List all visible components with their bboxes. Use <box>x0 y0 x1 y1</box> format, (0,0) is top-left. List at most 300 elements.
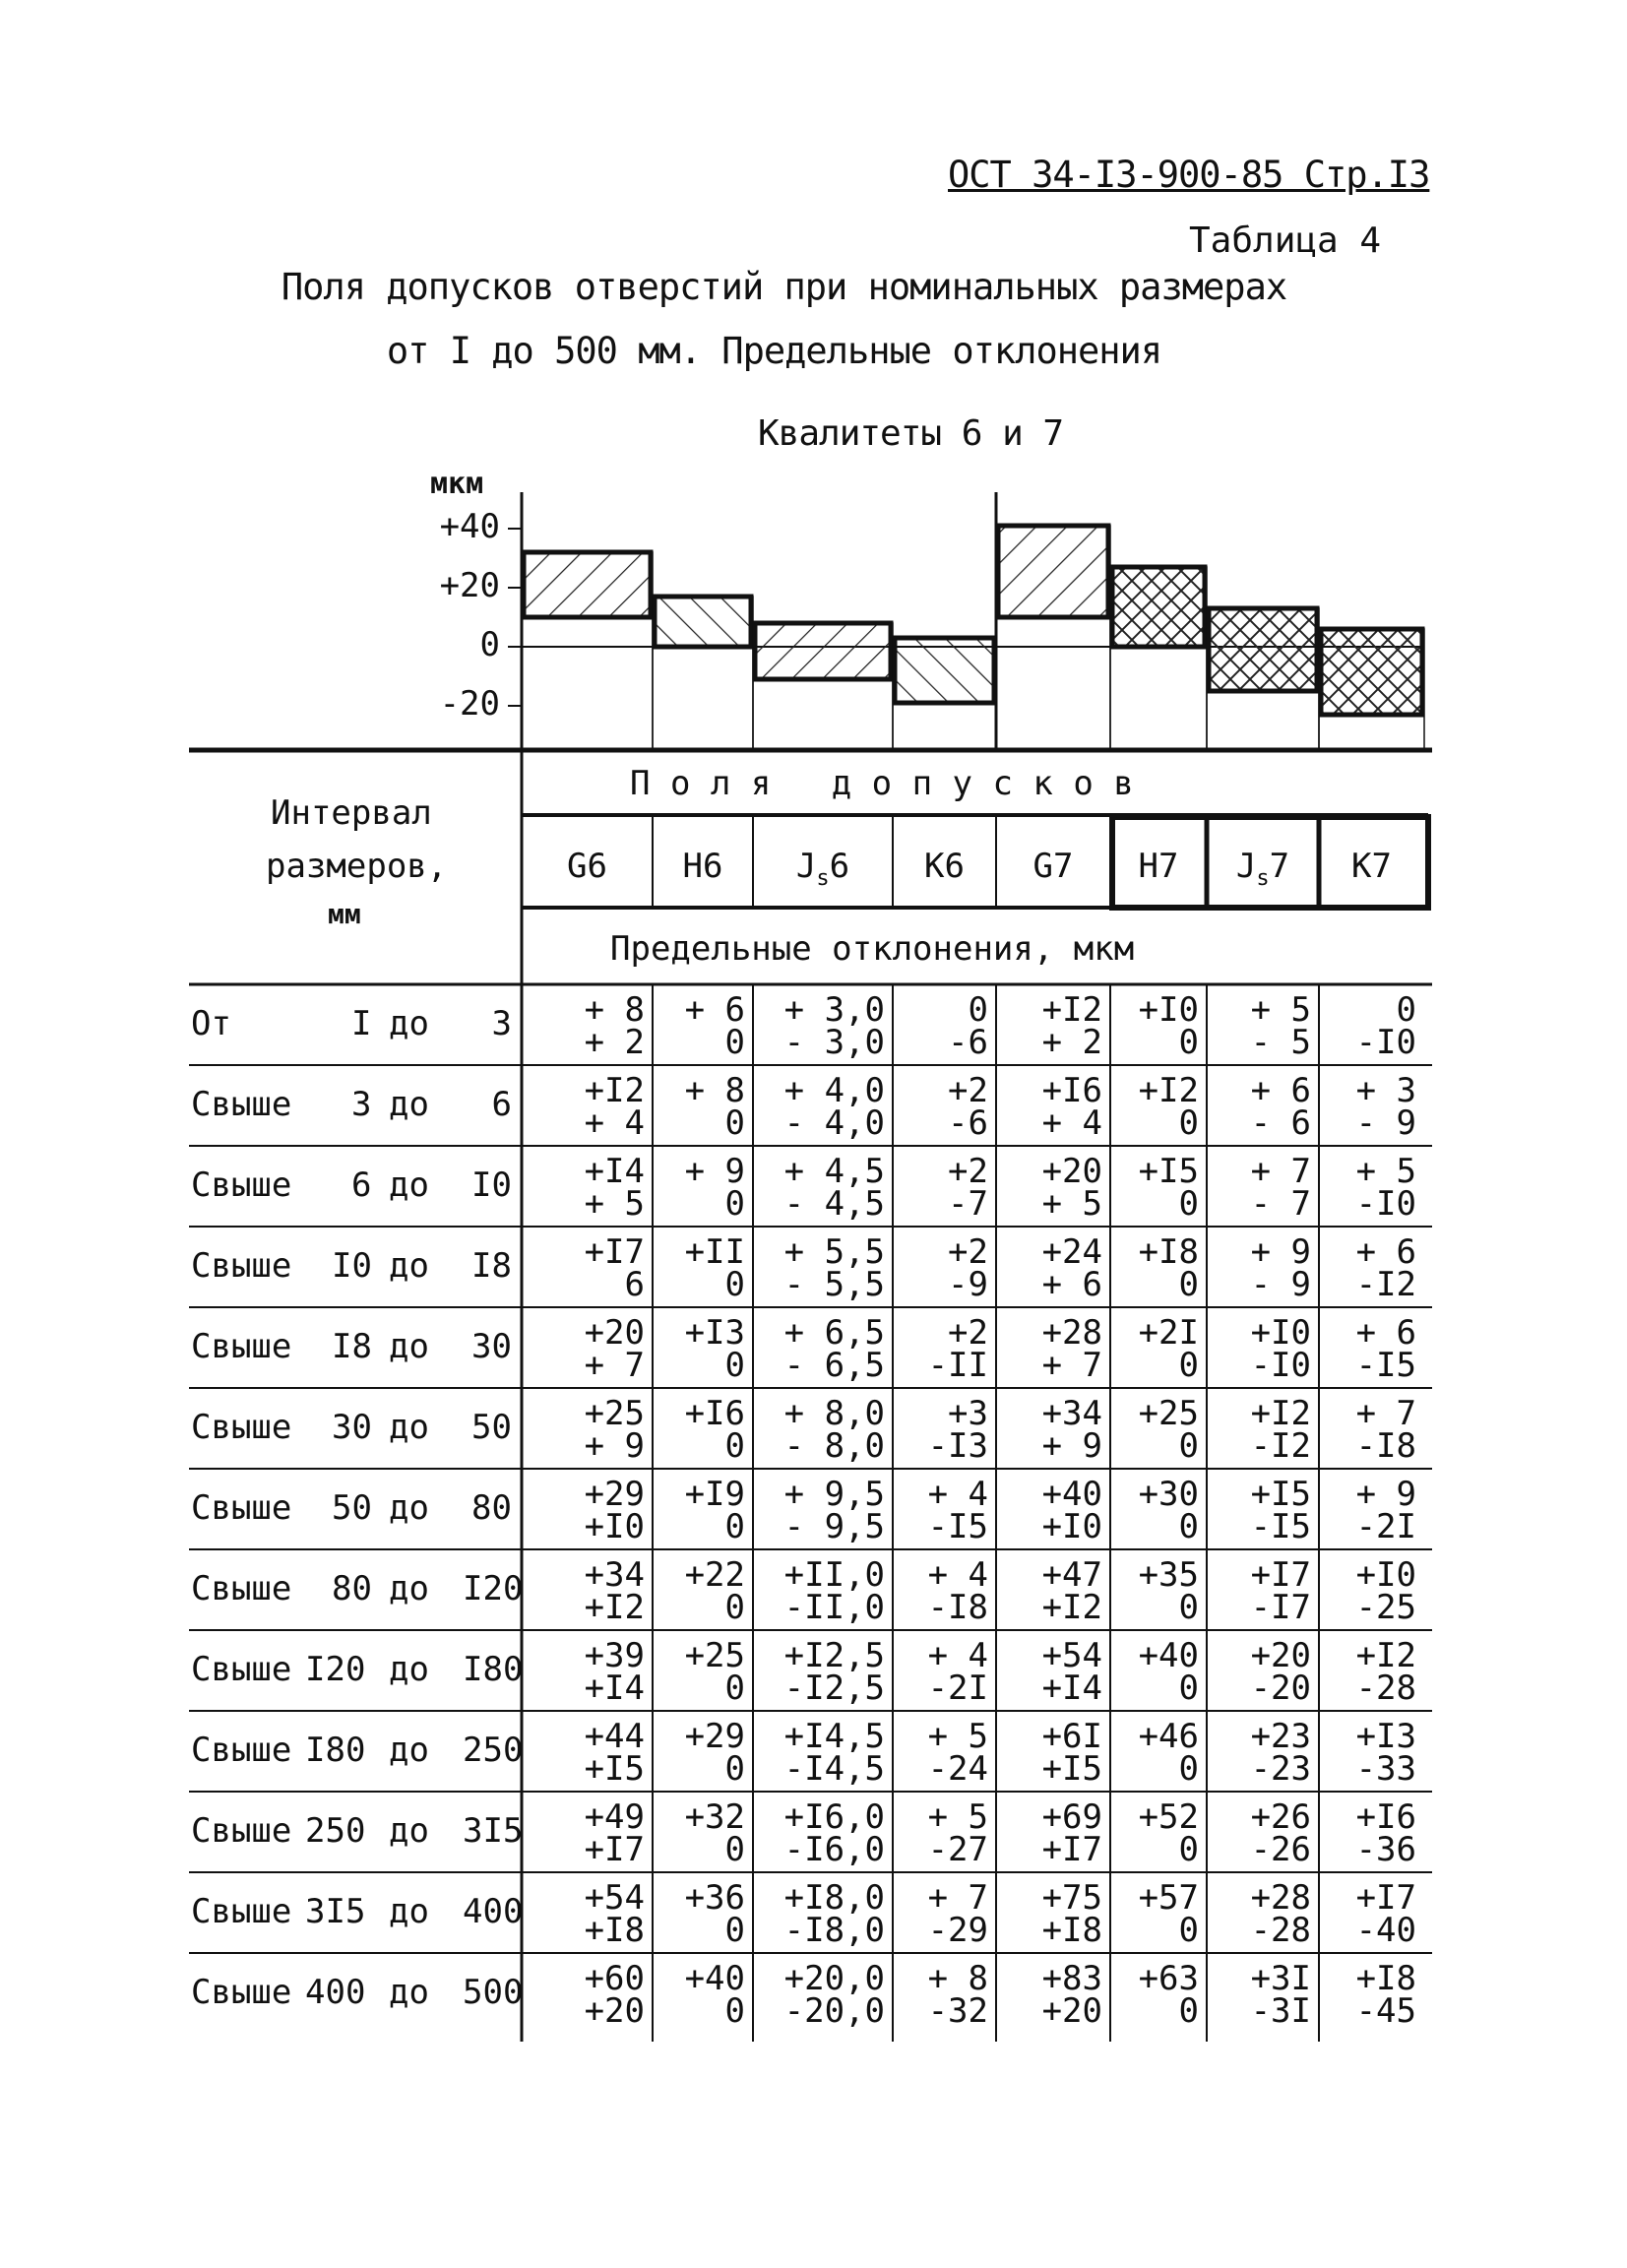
upper-deviation: + 6 <box>684 990 745 1030</box>
lower-deviation: + 4 <box>584 1103 645 1143</box>
interval-header-line: Интервал <box>271 793 432 833</box>
lower-deviation: -I0 <box>1250 1346 1311 1385</box>
lower-deviation: +20 <box>584 1991 645 2031</box>
deviation-pair <box>533 1797 645 1869</box>
row-from: 80 <box>332 1569 372 1608</box>
lower-deviation: + 6 <box>1041 1265 1102 1304</box>
deviation-pair <box>533 1717 645 1789</box>
lower-deviation: +I8 <box>1041 1911 1102 1950</box>
upper-deviation: + 9,5 <box>783 1475 885 1514</box>
row-to: 30 <box>471 1327 512 1366</box>
upper-deviation: + 7 <box>1250 1152 1311 1191</box>
deviation-pair <box>664 1555 745 1627</box>
upper-deviation: +46 <box>1138 1717 1199 1756</box>
deviation-pair <box>905 1313 988 1385</box>
deviation-pair <box>1122 1717 1199 1789</box>
deviation-pair <box>1122 1313 1199 1385</box>
deviation-pair <box>1331 1313 1416 1385</box>
lower-deviation: -I8,0 <box>783 1911 885 1950</box>
deviation-pair <box>765 1475 885 1546</box>
deviation-pair <box>1008 1717 1102 1789</box>
field-name-4: K6 <box>924 847 965 886</box>
deviation-pair <box>1219 1878 1311 1950</box>
scheme-unit-label: мкм <box>430 467 484 501</box>
upper-deviation: +I4,5 <box>783 1717 885 1756</box>
tolerance-zone-h6 <box>655 597 751 647</box>
upper-deviation: + 8 <box>684 1071 745 1110</box>
lower-deviation: - 4,0 <box>783 1103 885 1143</box>
lower-deviation: -I0 <box>1355 1184 1416 1224</box>
lower-deviation: + 7 <box>584 1346 645 1385</box>
deviation-pair <box>1331 1071 1416 1143</box>
deviation-pair <box>765 1313 885 1385</box>
deviation-pair <box>533 1152 645 1224</box>
deviation-pair <box>765 1717 885 1789</box>
deviation-pair <box>765 1232 885 1304</box>
row-prefix: Свыше <box>191 1408 292 1447</box>
row-from: I80 <box>305 1731 366 1770</box>
deviation-pair <box>533 1555 645 1627</box>
upper-deviation: +I2 <box>1355 1636 1416 1675</box>
deviation-pair <box>1331 1717 1416 1789</box>
deviation-pair <box>533 1959 645 2031</box>
deviation-pair <box>905 1636 988 1708</box>
upper-deviation: +20 <box>1041 1152 1102 1191</box>
upper-deviation: + 7 <box>1355 1394 1416 1433</box>
field-name-7: $J_s7$ <box>1235 847 1290 891</box>
deviation-pair <box>533 1232 645 1304</box>
deviation-pair <box>905 1394 988 1466</box>
field-name-5: G7 <box>1033 847 1074 886</box>
lower-deviation: +I2 <box>1041 1588 1102 1627</box>
deviation-pair <box>664 1959 745 2031</box>
upper-deviation: +29 <box>684 1717 745 1756</box>
deviation-pair <box>664 1071 745 1143</box>
upper-deviation: +24 <box>1041 1232 1102 1272</box>
deviation-pair <box>765 1394 885 1466</box>
lower-deviation: 0 <box>724 1911 745 1950</box>
lower-deviation: 0 <box>724 1265 745 1304</box>
deviation-pair <box>1122 1071 1199 1143</box>
field-name-6: H7 <box>1138 847 1179 886</box>
upper-deviation: +20 <box>1250 1636 1311 1675</box>
upper-deviation: + 4,5 <box>783 1152 885 1191</box>
upper-deviation: + 8,0 <box>783 1394 885 1433</box>
row-prefix: Свыше <box>191 1731 292 1770</box>
row-from: 3 <box>351 1085 372 1124</box>
deviation-pair <box>1331 990 1416 1062</box>
deviation-pair <box>1219 1717 1311 1789</box>
row-prefix: Свыше <box>191 1246 292 1286</box>
deviation-pair <box>1219 990 1311 1062</box>
row-preposition: до <box>389 1166 429 1205</box>
deviation-pair <box>1008 1555 1102 1627</box>
upper-deviation: + 6,5 <box>783 1313 885 1353</box>
lower-deviation: 0 <box>1178 1991 1199 2031</box>
tolerance-zone-k7 <box>1321 629 1422 715</box>
lower-deviation: -20 <box>1250 1669 1311 1708</box>
upper-deviation: +40 <box>684 1959 745 1998</box>
lower-deviation: 0 <box>724 1588 745 1627</box>
deviation-pair <box>1219 1071 1311 1143</box>
upper-deviation: +52 <box>1138 1797 1199 1837</box>
tolerance-zone-g6 <box>524 552 651 617</box>
deviation-pair <box>664 1313 745 1385</box>
tolerance-zone-k6 <box>895 638 994 703</box>
row-from: I20 <box>305 1650 366 1689</box>
lower-deviation: -6 <box>948 1023 988 1062</box>
deviation-pair <box>1122 990 1199 1062</box>
deviation-pair <box>664 1475 745 1546</box>
upper-deviation: 0 <box>1396 990 1416 1030</box>
lower-deviation: 0 <box>1178 1669 1199 1708</box>
lower-deviation: -26 <box>1250 1830 1311 1869</box>
deviation-pair <box>905 990 988 1062</box>
row-to: I20 <box>463 1569 524 1608</box>
upper-deviation: +II,0 <box>783 1555 885 1595</box>
deviation-pair <box>905 1555 988 1627</box>
lower-deviation: +20 <box>1041 1991 1102 2031</box>
lower-deviation: -I2 <box>1250 1426 1311 1466</box>
upper-deviation: + 7 <box>927 1878 988 1918</box>
upper-deviation: +40 <box>1138 1636 1199 1675</box>
lower-deviation: - 5 <box>1250 1023 1311 1062</box>
deviation-pair <box>533 1636 645 1708</box>
deviation-pair <box>765 1636 885 1708</box>
field-name-2: H6 <box>682 847 723 886</box>
upper-deviation: +I2 <box>1138 1071 1199 1110</box>
upper-deviation: +54 <box>584 1878 645 1918</box>
lower-deviation: -28 <box>1250 1911 1311 1950</box>
upper-deviation: +I6 <box>1041 1071 1102 1110</box>
row-to: 250 <box>463 1731 524 1770</box>
row-prefix: Свыше <box>191 1166 292 1205</box>
y-tick-label: 0 <box>479 625 500 664</box>
deviation-pair <box>1122 1636 1199 1708</box>
upper-deviation: +I7 <box>584 1232 645 1272</box>
upper-deviation: +I6 <box>1355 1797 1416 1837</box>
table-title-line-1: Поля допусков отверстий при номинальных размерах <box>281 266 1287 308</box>
row-preposition: до <box>389 1004 429 1043</box>
deviation-pair <box>765 1959 885 2031</box>
upper-deviation: +25 <box>1138 1394 1199 1433</box>
deviation-pair <box>1331 1636 1416 1708</box>
upper-deviation: +40 <box>1041 1475 1102 1514</box>
upper-deviation: +2 <box>948 1152 988 1191</box>
lower-deviation: - 9 <box>1250 1265 1311 1304</box>
lower-deviation: 0 <box>724 1346 745 1385</box>
upper-deviation: +II <box>684 1232 745 1272</box>
deviation-pair <box>533 990 645 1062</box>
lower-deviation: -I7 <box>1250 1588 1311 1627</box>
lower-deviation: 0 <box>724 1184 745 1224</box>
lower-deviation: -2I <box>927 1669 988 1708</box>
field-name-3: $J_s6$ <box>795 847 850 891</box>
upper-deviation: + 4 <box>927 1555 988 1595</box>
deviation-pair <box>905 1475 988 1546</box>
lower-deviation: 0 <box>1178 1103 1199 1143</box>
lower-deviation: -40 <box>1355 1911 1416 1950</box>
deviation-pair <box>1331 1232 1416 1304</box>
upper-deviation: +54 <box>1041 1636 1102 1675</box>
lower-deviation: 0 <box>1178 1346 1199 1385</box>
deviation-pair <box>765 1878 885 1950</box>
deviation-pair <box>1219 1636 1311 1708</box>
upper-deviation: +I0 <box>1355 1555 1416 1595</box>
upper-deviation: + 9 <box>1250 1232 1311 1272</box>
lower-deviation: -27 <box>927 1830 988 1869</box>
upper-deviation: +3I <box>1250 1959 1311 1998</box>
row-prefix: Свыше <box>191 1892 292 1931</box>
lower-deviation: - 7 <box>1250 1184 1311 1224</box>
lower-deviation: 0 <box>1178 1184 1199 1224</box>
upper-deviation: + 4,0 <box>783 1071 885 1110</box>
lower-deviation: + 5 <box>584 1184 645 1224</box>
row-prefix: Свыше <box>191 1650 292 1689</box>
row-prefix: Свыше <box>191 1488 292 1528</box>
interval-header-line: мм <box>328 898 361 930</box>
row-to: 400 <box>463 1892 524 1931</box>
lower-deviation: 0 <box>1178 1588 1199 1627</box>
lower-deviation: 0 <box>724 1749 745 1789</box>
deviation-pair <box>664 1717 745 1789</box>
lower-deviation: -36 <box>1355 1830 1416 1869</box>
row-prefix: Свыше <box>191 1327 292 1366</box>
deviation-pair <box>664 1878 745 1950</box>
table-title-line-2: от I до 500 мм. Предельные отклонения <box>386 330 1162 372</box>
deviation-pair <box>533 1394 645 1466</box>
row-to: I0 <box>471 1166 512 1205</box>
lower-deviation: - 6,5 <box>783 1346 885 1385</box>
deviation-pair <box>1219 1959 1311 2031</box>
upper-deviation: +25 <box>684 1636 745 1675</box>
row-prefix: Свыше <box>191 1973 292 2012</box>
row-from: 400 <box>305 1973 366 2012</box>
y-tick-label: +20 <box>439 566 500 605</box>
row-from: 250 <box>305 1811 366 1851</box>
upper-deviation: +34 <box>1041 1394 1102 1433</box>
row-preposition: до <box>389 1085 429 1124</box>
lower-deviation: +I4 <box>584 1669 645 1708</box>
lower-deviation: -I4,5 <box>783 1749 885 1789</box>
lower-deviation: -I2,5 <box>783 1669 885 1708</box>
tolerance-zone-g7 <box>998 526 1108 617</box>
deviation-pair <box>905 1717 988 1789</box>
upper-deviation: +2 <box>948 1313 988 1353</box>
upper-deviation: + 5 <box>1250 990 1311 1030</box>
upper-deviation: +2I <box>1138 1313 1199 1353</box>
lower-deviation: - 4,5 <box>783 1184 885 1224</box>
row-preposition: до <box>389 1811 429 1851</box>
row-to: 6 <box>491 1085 512 1124</box>
row-prefix: Свыше <box>191 1569 292 1608</box>
upper-deviation: + 6 <box>1250 1071 1311 1110</box>
lower-deviation: -I5 <box>1250 1507 1311 1546</box>
lower-deviation: + 2 <box>1041 1023 1102 1062</box>
lower-deviation: -3I <box>1250 1991 1311 2031</box>
lower-deviation: 0 <box>724 1023 745 1062</box>
upper-deviation: +63 <box>1138 1959 1199 1998</box>
lower-deviation: +I4 <box>1041 1669 1102 1708</box>
row-to: 80 <box>471 1488 512 1528</box>
row-to: 3I5 <box>463 1811 524 1851</box>
row-from: I8 <box>332 1327 372 1366</box>
lower-deviation: - 9 <box>1355 1103 1416 1143</box>
lower-deviation: -9 <box>948 1265 988 1304</box>
lower-deviation: + 9 <box>584 1426 645 1466</box>
deviation-pair <box>1008 1636 1102 1708</box>
lower-deviation: +I5 <box>584 1749 645 1789</box>
upper-deviation: +I8 <box>1355 1959 1416 1998</box>
row-prefix: Свыше <box>191 1811 292 1851</box>
lower-deviation: -28 <box>1355 1669 1416 1708</box>
upper-deviation: +I3 <box>684 1313 745 1353</box>
deviation-pair <box>1219 1313 1311 1385</box>
lower-deviation: 0 <box>1178 1507 1199 1546</box>
lower-deviation: -6 <box>948 1103 988 1143</box>
upper-deviation: +44 <box>584 1717 645 1756</box>
y-tick-label: -20 <box>439 684 500 724</box>
interval-header-line: размеров, <box>266 847 448 886</box>
grade-caption: Квалитеты 6 и 7 <box>758 413 1064 454</box>
lower-deviation: -29 <box>927 1911 988 1950</box>
y-tick-label: +40 <box>439 507 500 546</box>
row-from: 6 <box>351 1166 372 1205</box>
lower-deviation: 0 <box>1178 1426 1199 1466</box>
upper-deviation: +I9 <box>684 1475 745 1514</box>
upper-deviation: +49 <box>584 1797 645 1837</box>
upper-deviation: +3 <box>948 1394 988 1433</box>
deviation-pair <box>905 1797 988 1869</box>
row-prefix: Свыше <box>191 1085 292 1124</box>
deviation-pair <box>533 1475 645 1546</box>
upper-deviation: +2 <box>948 1071 988 1110</box>
lower-deviation: 0 <box>1178 1749 1199 1789</box>
upper-deviation: +83 <box>1041 1959 1102 1998</box>
lower-deviation: -7 <box>948 1184 988 1224</box>
deviation-pair <box>1219 1475 1311 1546</box>
upper-deviation: +69 <box>1041 1797 1102 1837</box>
upper-deviation: +I8 <box>1138 1232 1199 1272</box>
upper-deviation: +I5 <box>1250 1475 1311 1514</box>
deviation-pair <box>1331 1475 1416 1546</box>
deviation-pair <box>905 1878 988 1950</box>
upper-deviation: +I3 <box>1355 1717 1416 1756</box>
lower-deviation: -I8 <box>927 1588 988 1627</box>
lower-deviation: 0 <box>724 1426 745 1466</box>
lower-deviation: 0 <box>724 1991 745 2031</box>
lower-deviation: -24 <box>927 1749 988 1789</box>
row-preposition: до <box>389 1892 429 1931</box>
deviation-pair <box>1122 1555 1199 1627</box>
lower-deviation: + 4 <box>1041 1103 1102 1143</box>
row-to: I8 <box>471 1246 512 1286</box>
upper-deviation: +20,0 <box>783 1959 885 1998</box>
upper-deviation: + 6 <box>1355 1232 1416 1272</box>
deviation-pair <box>1008 1152 1102 1224</box>
deviation-pair <box>1008 1959 1102 2031</box>
deviation-pair <box>1122 1152 1199 1224</box>
field-name-8: K7 <box>1351 847 1392 886</box>
row-preposition: до <box>389 1327 429 1366</box>
lower-deviation: 0 <box>724 1103 745 1143</box>
document-reference: ОСТ 34-I3-900-85 Стр.I3 <box>948 154 1430 196</box>
lower-deviation: +I7 <box>584 1830 645 1869</box>
upper-deviation: +47 <box>1041 1555 1102 1595</box>
deviation-pair <box>1008 1475 1102 1546</box>
lower-deviation: -20,0 <box>783 1991 885 2031</box>
row-preposition: до <box>389 1569 429 1608</box>
upper-deviation: +I0 <box>1138 990 1199 1030</box>
lower-deviation: 0 <box>1178 1023 1199 1062</box>
lower-deviation: -32 <box>927 1991 988 2031</box>
upper-deviation: +I5 <box>1138 1152 1199 1191</box>
lower-deviation: - 3,0 <box>783 1023 885 1062</box>
deviation-pair <box>1008 1878 1102 1950</box>
lower-deviation: +I0 <box>1041 1507 1102 1546</box>
upper-deviation: +35 <box>1138 1555 1199 1595</box>
deviation-pair <box>1331 1152 1416 1224</box>
lower-deviation: -I3 <box>927 1426 988 1466</box>
upper-deviation: +I8,0 <box>783 1878 885 1918</box>
deviation-pair <box>905 1232 988 1304</box>
upper-deviation: + 6 <box>1355 1313 1416 1353</box>
upper-deviation: + 5 <box>927 1717 988 1756</box>
upper-deviation: +28 <box>1250 1878 1311 1918</box>
lower-deviation: -33 <box>1355 1749 1416 1789</box>
upper-deviation: 0 <box>968 990 988 1030</box>
deviation-pair <box>664 1152 745 1224</box>
deviation-pair <box>664 1636 745 1708</box>
upper-deviation: +26 <box>1250 1797 1311 1837</box>
deviation-pair <box>1008 1313 1102 1385</box>
deviation-pair <box>1122 1959 1199 2031</box>
lower-deviation: -2I <box>1355 1507 1416 1546</box>
lower-deviation: -I8 <box>1355 1426 1416 1466</box>
lower-deviation: +I2 <box>584 1588 645 1627</box>
deviation-pair <box>1122 1232 1199 1304</box>
upper-deviation: +I2 <box>584 1071 645 1110</box>
lower-deviation: - 6 <box>1250 1103 1311 1143</box>
row-from: 50 <box>332 1488 372 1528</box>
deviation-pair <box>1008 990 1102 1062</box>
deviation-pair <box>765 1797 885 1869</box>
deviation-pair <box>1219 1394 1311 1466</box>
row-to: 500 <box>463 1973 524 2012</box>
lower-deviation: 0 <box>1178 1830 1199 1869</box>
deviation-pair <box>1219 1152 1311 1224</box>
row-from: I <box>351 1004 372 1043</box>
deviation-pair <box>1122 1797 1199 1869</box>
deviation-pair <box>1008 1394 1102 1466</box>
deviation-pair <box>1122 1475 1199 1546</box>
deviation-pair <box>533 1071 645 1143</box>
lower-deviation: +I0 <box>584 1507 645 1546</box>
upper-deviation: +I2 <box>1041 990 1102 1030</box>
lower-deviation: - 9,5 <box>783 1507 885 1546</box>
deviation-pair <box>905 1959 988 2031</box>
upper-deviation: +I2 <box>1250 1394 1311 1433</box>
deviation-pair <box>905 1071 988 1143</box>
lower-deviation: -I5 <box>1355 1346 1416 1385</box>
upper-deviation: + 5 <box>927 1797 988 1837</box>
lower-deviation: +I5 <box>1041 1749 1102 1789</box>
deviation-pair <box>533 1313 645 1385</box>
deviation-pair <box>664 990 745 1062</box>
lower-deviation: 0 <box>724 1669 745 1708</box>
deviations-header: Предельные отклонения, мкм <box>610 929 1135 969</box>
upper-deviation: +I6,0 <box>783 1797 885 1837</box>
